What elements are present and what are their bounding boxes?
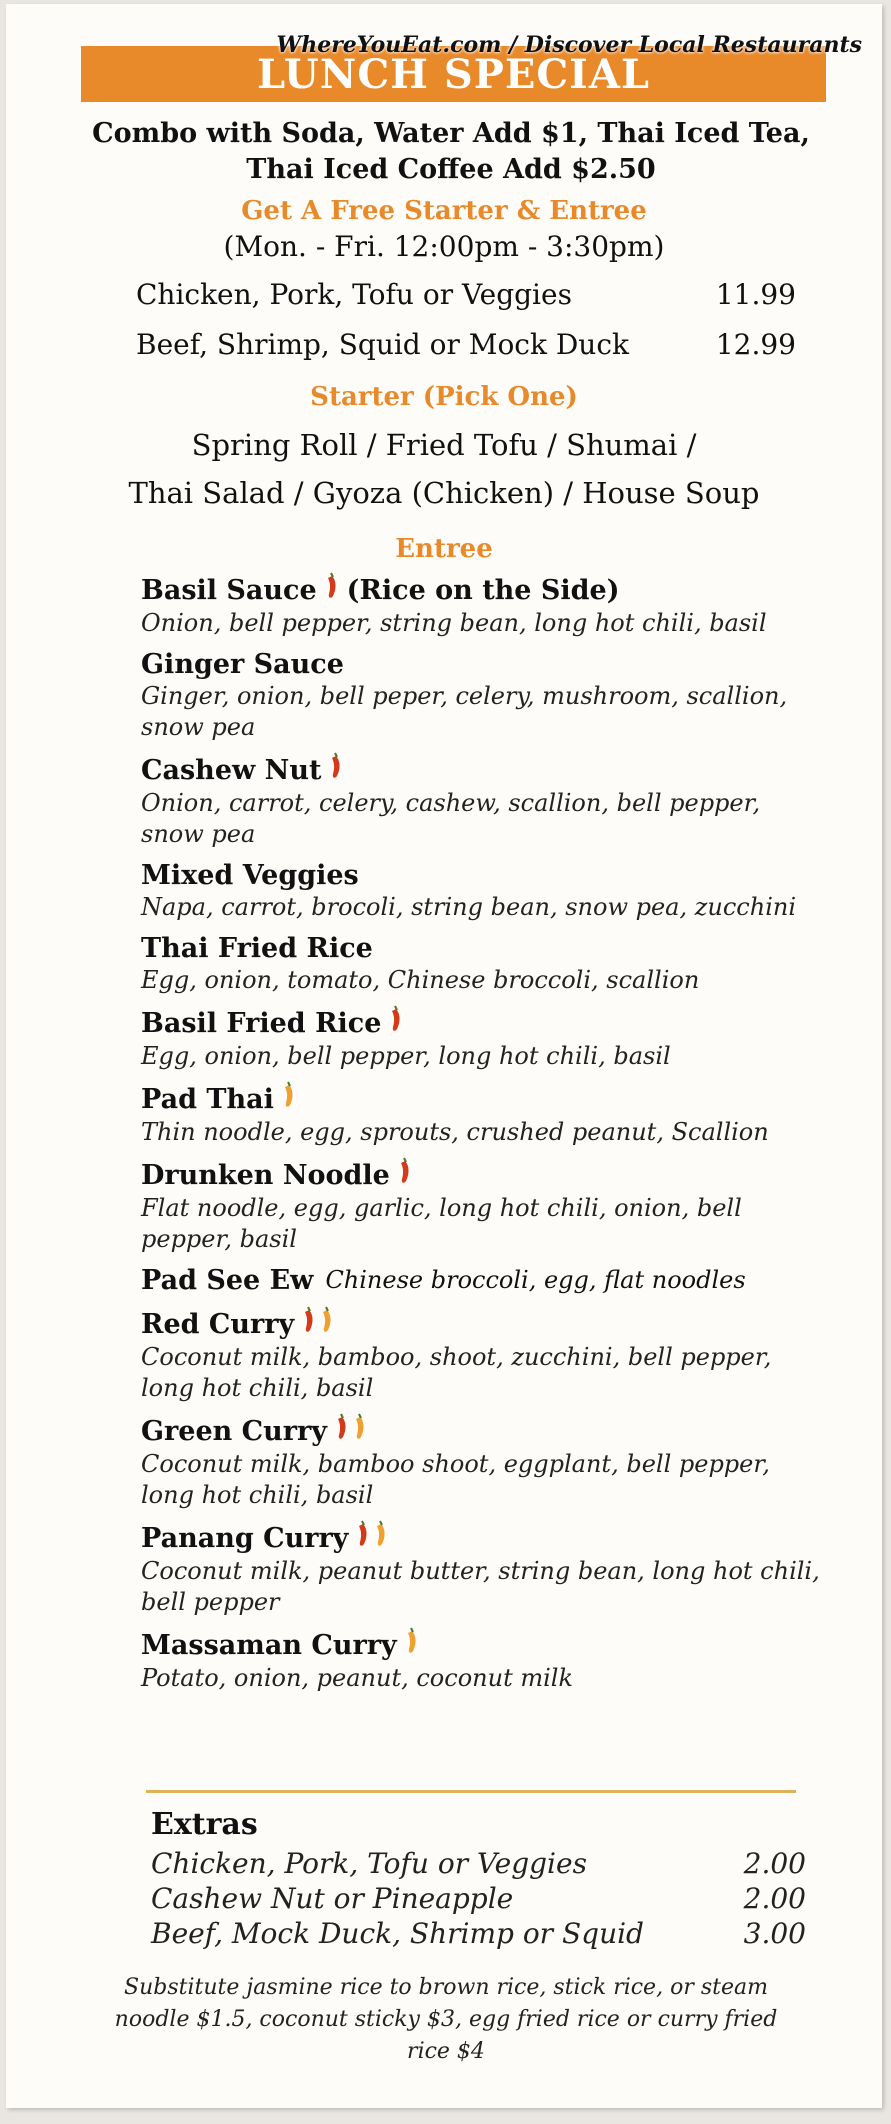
entree-item [141, 932, 821, 996]
entree-name-row [141, 648, 821, 681]
extra-price: 3.00 [743, 1917, 806, 1950]
entree-description: Coconut milk, peanut butter, string bean, long hot chili, bell pepper [141, 1557, 820, 1616]
hours-text: (Mon. - Fri. 12:00pm - 3:30pm) [223, 230, 665, 263]
entree-item [141, 1627, 821, 1694]
entree-item [141, 752, 821, 850]
entree-suffix: (Rice on the Side) [346, 574, 620, 606]
starter-heading: Starter (Pick One) [310, 382, 578, 412]
extra-label: Beef, Mock Duck, Shrimp or Squid [151, 1917, 644, 1950]
entree-description: Coconut milk, bamboo, shoot, zucchini, bell pepper, long hot chili, basil [141, 1343, 772, 1402]
extra-price: 2.00 [743, 1882, 806, 1915]
starter-options-line-2: Thai Salad / Gyoza (Chicken) / House Soup [128, 476, 760, 510]
entree-name-row [141, 1306, 821, 1342]
extra-row [151, 1846, 806, 1881]
entree-name: Red Curry [141, 1308, 295, 1340]
entree-description: Napa, carrot, brocoli, string bean, snow pea, zucchini [141, 893, 796, 921]
price-row [136, 328, 796, 361]
entree-item [141, 1157, 821, 1255]
price-row-value: 11.99 [715, 278, 796, 311]
entree-name: Ginger Sauce [141, 649, 344, 680]
entree-list [141, 572, 821, 1703]
entree-description: Onion, carrot, celery, cashew, scallion, bell pepper, snow pea [141, 789, 761, 848]
price-row-label: Beef, Shrimp, Squid or Mock Duck [136, 328, 629, 361]
red-chili-icon [387, 1005, 405, 1041]
red-chili-icon [327, 752, 345, 788]
extras-title: Extras [151, 1807, 258, 1842]
extras-section [151, 1807, 806, 1951]
combo-text: Combo with Soda, Water Add $1, Thai Iced Tea, Thai Iced Coffee Add $2.50 [92, 118, 810, 185]
entree-item [141, 1413, 821, 1511]
entree-description: Chinese broccoli, egg, flat noodles [325, 1266, 746, 1294]
extra-row [151, 1916, 806, 1951]
substitution-note: Substitute jasmine rice to brown rice, stick rice, or steam noodle $1.5, coconut sticky $3, egg fried rice or curry fried rice $4 [114, 1975, 778, 2064]
entree-description: Onion, bell pepper, string bean, long hot chili, basil [141, 609, 767, 637]
entree-item [141, 572, 821, 639]
entree-description: Potato, onion, peanut, coconut milk [141, 1664, 573, 1692]
menu-page [6, 4, 882, 2108]
entree-name: Pad Thai [141, 1083, 274, 1115]
entree-name: Green Curry [141, 1415, 327, 1447]
entree-item [141, 1005, 821, 1072]
extra-label: Chicken, Pork, Tofu or Veggies [151, 1847, 587, 1880]
red-chili-icon [323, 572, 341, 608]
entree-name-row [141, 932, 821, 965]
free-starter-entree-heading: Get A Free Starter & Entree [241, 196, 647, 226]
price-row-value: 12.99 [715, 328, 796, 361]
entree-name-row [141, 1627, 821, 1663]
entree-name-row [141, 1157, 821, 1193]
entree-item [141, 1306, 821, 1404]
red-chili-icon [396, 1157, 414, 1193]
entree-description: Ginger, onion, bell peper, celery, mushroom, scallion, snow pea [141, 682, 788, 741]
watermark: WhereYouEat.com / Discover Local Restaurants [276, 32, 862, 58]
entree-item [141, 1264, 821, 1297]
entree-name-row [141, 1264, 821, 1297]
starter-options-line-1: Spring Roll / Fried Tofu / Shumai / [191, 428, 697, 462]
entree-name: Cashew Nut [141, 754, 322, 786]
entree-name-row [141, 752, 821, 788]
divider [146, 1790, 796, 1793]
entree-name: Massaman Curry [141, 1629, 397, 1661]
orange-chili-icon [280, 1081, 298, 1117]
entree-item [141, 1081, 821, 1148]
extra-price: 2.00 [743, 1847, 806, 1880]
entree-description: Egg, onion, tomato, Chinese broccoli, scallion [141, 966, 700, 994]
red-orange-chili-icon [333, 1413, 369, 1449]
entree-name: Basil Fried Rice [141, 1007, 382, 1039]
entree-name-row [141, 1413, 821, 1449]
entree-description: Thin noodle, egg, sprouts, crushed peanut, Scallion [141, 1118, 769, 1146]
entree-name: Basil Sauce [141, 574, 317, 606]
red-orange-chili-icon [300, 1306, 336, 1342]
banner-title: LUNCH SPECIAL [256, 50, 651, 98]
entree-item [141, 648, 821, 743]
price-row [136, 278, 796, 311]
entree-name: Mixed Veggies [141, 860, 359, 891]
entree-name-row [141, 1081, 821, 1117]
entree-item [141, 1520, 821, 1618]
entree-name-row [141, 1520, 821, 1556]
extra-row [151, 1881, 806, 1916]
entree-name: Drunken Noodle [141, 1159, 390, 1191]
entree-name: Thai Fried Rice [141, 933, 373, 964]
extra-label: Cashew Nut or Pineapple [151, 1882, 514, 1915]
entree-name-row [141, 859, 821, 892]
entree-name-row [141, 1005, 821, 1041]
entree-name: Panang Curry [141, 1522, 349, 1554]
entree-item [141, 859, 821, 923]
red-orange-chili-icon [354, 1520, 390, 1556]
entree-name: Pad See Ew [141, 1265, 314, 1296]
entree-description: Egg, onion, bell pepper, long hot chili, basil [141, 1042, 671, 1070]
orange-chili-icon [403, 1627, 421, 1663]
entree-description: Flat noodle, egg, garlic, long hot chili, onion, bell pepper, basil [141, 1194, 742, 1253]
entree-heading: Entree [395, 534, 493, 564]
price-row-label: Chicken, Pork, Tofu or Veggies [136, 278, 572, 311]
entree-name-row [141, 572, 821, 608]
entree-description: Coconut milk, bamboo shoot, eggplant, bell pepper, long hot chili, basil [141, 1450, 770, 1509]
